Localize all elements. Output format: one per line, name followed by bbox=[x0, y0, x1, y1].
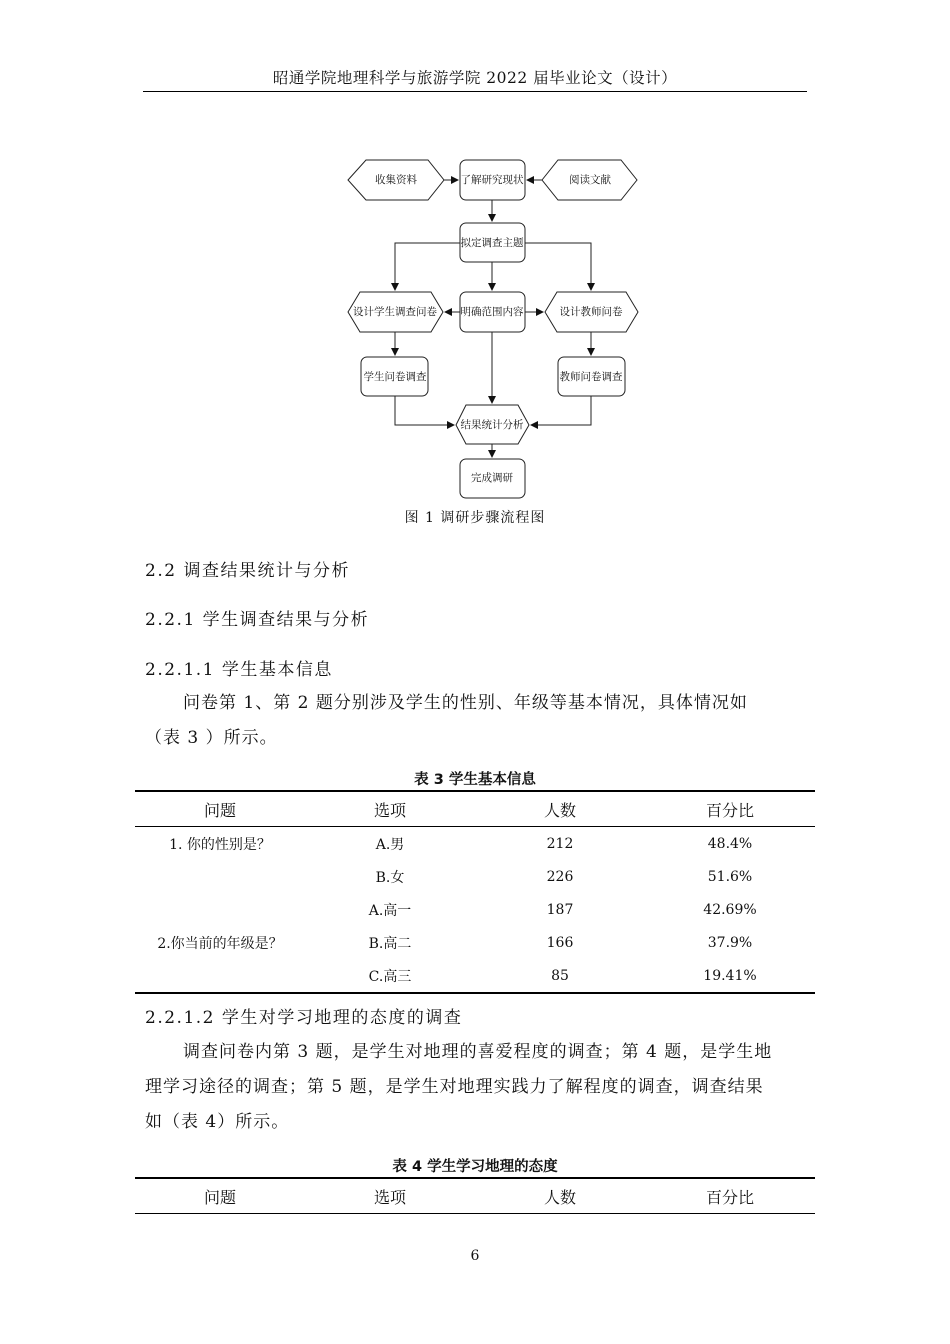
paragraph-line: （表 3 ）所示。 bbox=[145, 728, 278, 748]
edge-student-survey-analysis bbox=[395, 396, 454, 425]
paragraph-line: 理学习途径的调查；第 5 题，是学生对地理实践力了解程度的调查，调查结果 bbox=[145, 1077, 764, 1097]
design-student-label: 设计学生调查问卷 bbox=[353, 306, 437, 318]
analysis-label: 结果统计分析 bbox=[460, 419, 524, 431]
table-cell: 42.69% bbox=[703, 901, 757, 918]
figure-caption: 图 1 调研步骤流程图 bbox=[404, 510, 546, 526]
paragraph-basic-info bbox=[145, 686, 805, 756]
paragraph-line: 问卷第 1、第 2 题分别涉及学生的性别、年级等基本情况，具体情况如 bbox=[183, 693, 748, 713]
table-cell: B.高二 bbox=[368, 935, 412, 952]
table-cell: 51.6% bbox=[707, 868, 753, 885]
student-survey-label: 学生问卷调查 bbox=[363, 371, 427, 383]
table-cell: 187 bbox=[546, 901, 574, 918]
design-teacher-label: 设计教师问卷 bbox=[559, 306, 623, 318]
scope-label: 明确范围内容 bbox=[460, 306, 524, 318]
header-cell: 选项 bbox=[373, 1187, 406, 1207]
table3 bbox=[135, 790, 815, 994]
table-cell: A.男 bbox=[375, 836, 405, 853]
table4 bbox=[135, 1177, 815, 1214]
collect-label: 收集资料 bbox=[375, 174, 417, 186]
edge-topic-design-teacher bbox=[525, 243, 591, 290]
header-cell: 人数 bbox=[543, 1187, 576, 1207]
header-cell: 百分比 bbox=[705, 1187, 754, 1207]
table-cell bbox=[135, 860, 305, 893]
table-cell: 1. 你的性别是？ bbox=[169, 836, 271, 853]
table-cell: 37.9% bbox=[707, 934, 753, 951]
topic-label: 拟定调查主题 bbox=[460, 237, 524, 249]
table-cell: 19.41% bbox=[703, 967, 757, 984]
finish-label: 完成调研 bbox=[471, 472, 513, 484]
table-cell: 85 bbox=[551, 967, 569, 984]
table-cell: A.高一 bbox=[368, 902, 412, 919]
paragraph-line: 调查问卷内第 3 题，是学生对地理的喜爱程度的调查；第 4 题，是学生地 bbox=[183, 1042, 773, 1062]
teacher-survey-label: 教师问卷调查 bbox=[559, 371, 623, 383]
table4-caption: 表 4 学生学习地理的态度 bbox=[392, 1159, 558, 1175]
table-cell: 2.你当前的年级是？ bbox=[157, 935, 283, 952]
understand-label: 了解研究现状 bbox=[460, 174, 524, 186]
header-cell: 问题 bbox=[203, 1187, 236, 1207]
table-row bbox=[135, 893, 815, 926]
table-cell bbox=[135, 959, 305, 993]
paragraph-attitude bbox=[145, 1035, 805, 1140]
section-heading-2-2: 2.2 调查结果统计与分析 bbox=[145, 561, 350, 581]
header-cell: 选项 bbox=[373, 800, 406, 820]
table-header-row bbox=[135, 1178, 815, 1214]
table-cell: 166 bbox=[546, 934, 574, 951]
section-heading-2-2-1-2: 2.2.1.2 学生对学习地理的态度的调查 bbox=[145, 1008, 463, 1028]
header-cell: 问题 bbox=[203, 800, 236, 820]
table-cell: 48.4% bbox=[707, 835, 753, 852]
table-row bbox=[135, 959, 815, 993]
table-cell: C.高三 bbox=[368, 968, 412, 985]
table3-caption: 表 3 学生基本信息 bbox=[414, 772, 536, 788]
table-header-row bbox=[135, 791, 815, 827]
section-heading-2-2-1-1: 2.2.1.1 学生基本信息 bbox=[145, 660, 333, 680]
table-cell: 212 bbox=[546, 835, 574, 852]
table-row bbox=[135, 926, 815, 959]
running-header: 昭通学院地理科学与旅游学院 2022 届毕业论文（设计） bbox=[272, 69, 678, 87]
table-row bbox=[135, 860, 815, 893]
page-number: 6 bbox=[470, 1248, 480, 1264]
header-cell: 人数 bbox=[543, 800, 576, 820]
table-cell bbox=[135, 893, 305, 926]
table-row bbox=[135, 827, 815, 861]
section-heading-2-2-1: 2.2.1 学生调查结果与分析 bbox=[145, 610, 370, 630]
table-cell: B.女 bbox=[375, 869, 405, 886]
paragraph-line: 如（表 4）所示。 bbox=[145, 1112, 290, 1132]
research-flowchart bbox=[330, 150, 650, 500]
header-rule bbox=[143, 91, 807, 92]
edge-topic-design-student bbox=[395, 243, 460, 290]
read-label: 阅读文献 bbox=[569, 174, 611, 186]
header-cell: 百分比 bbox=[705, 800, 754, 820]
edge-teacher-survey-analysis bbox=[531, 396, 591, 425]
table-cell: 226 bbox=[546, 868, 574, 885]
